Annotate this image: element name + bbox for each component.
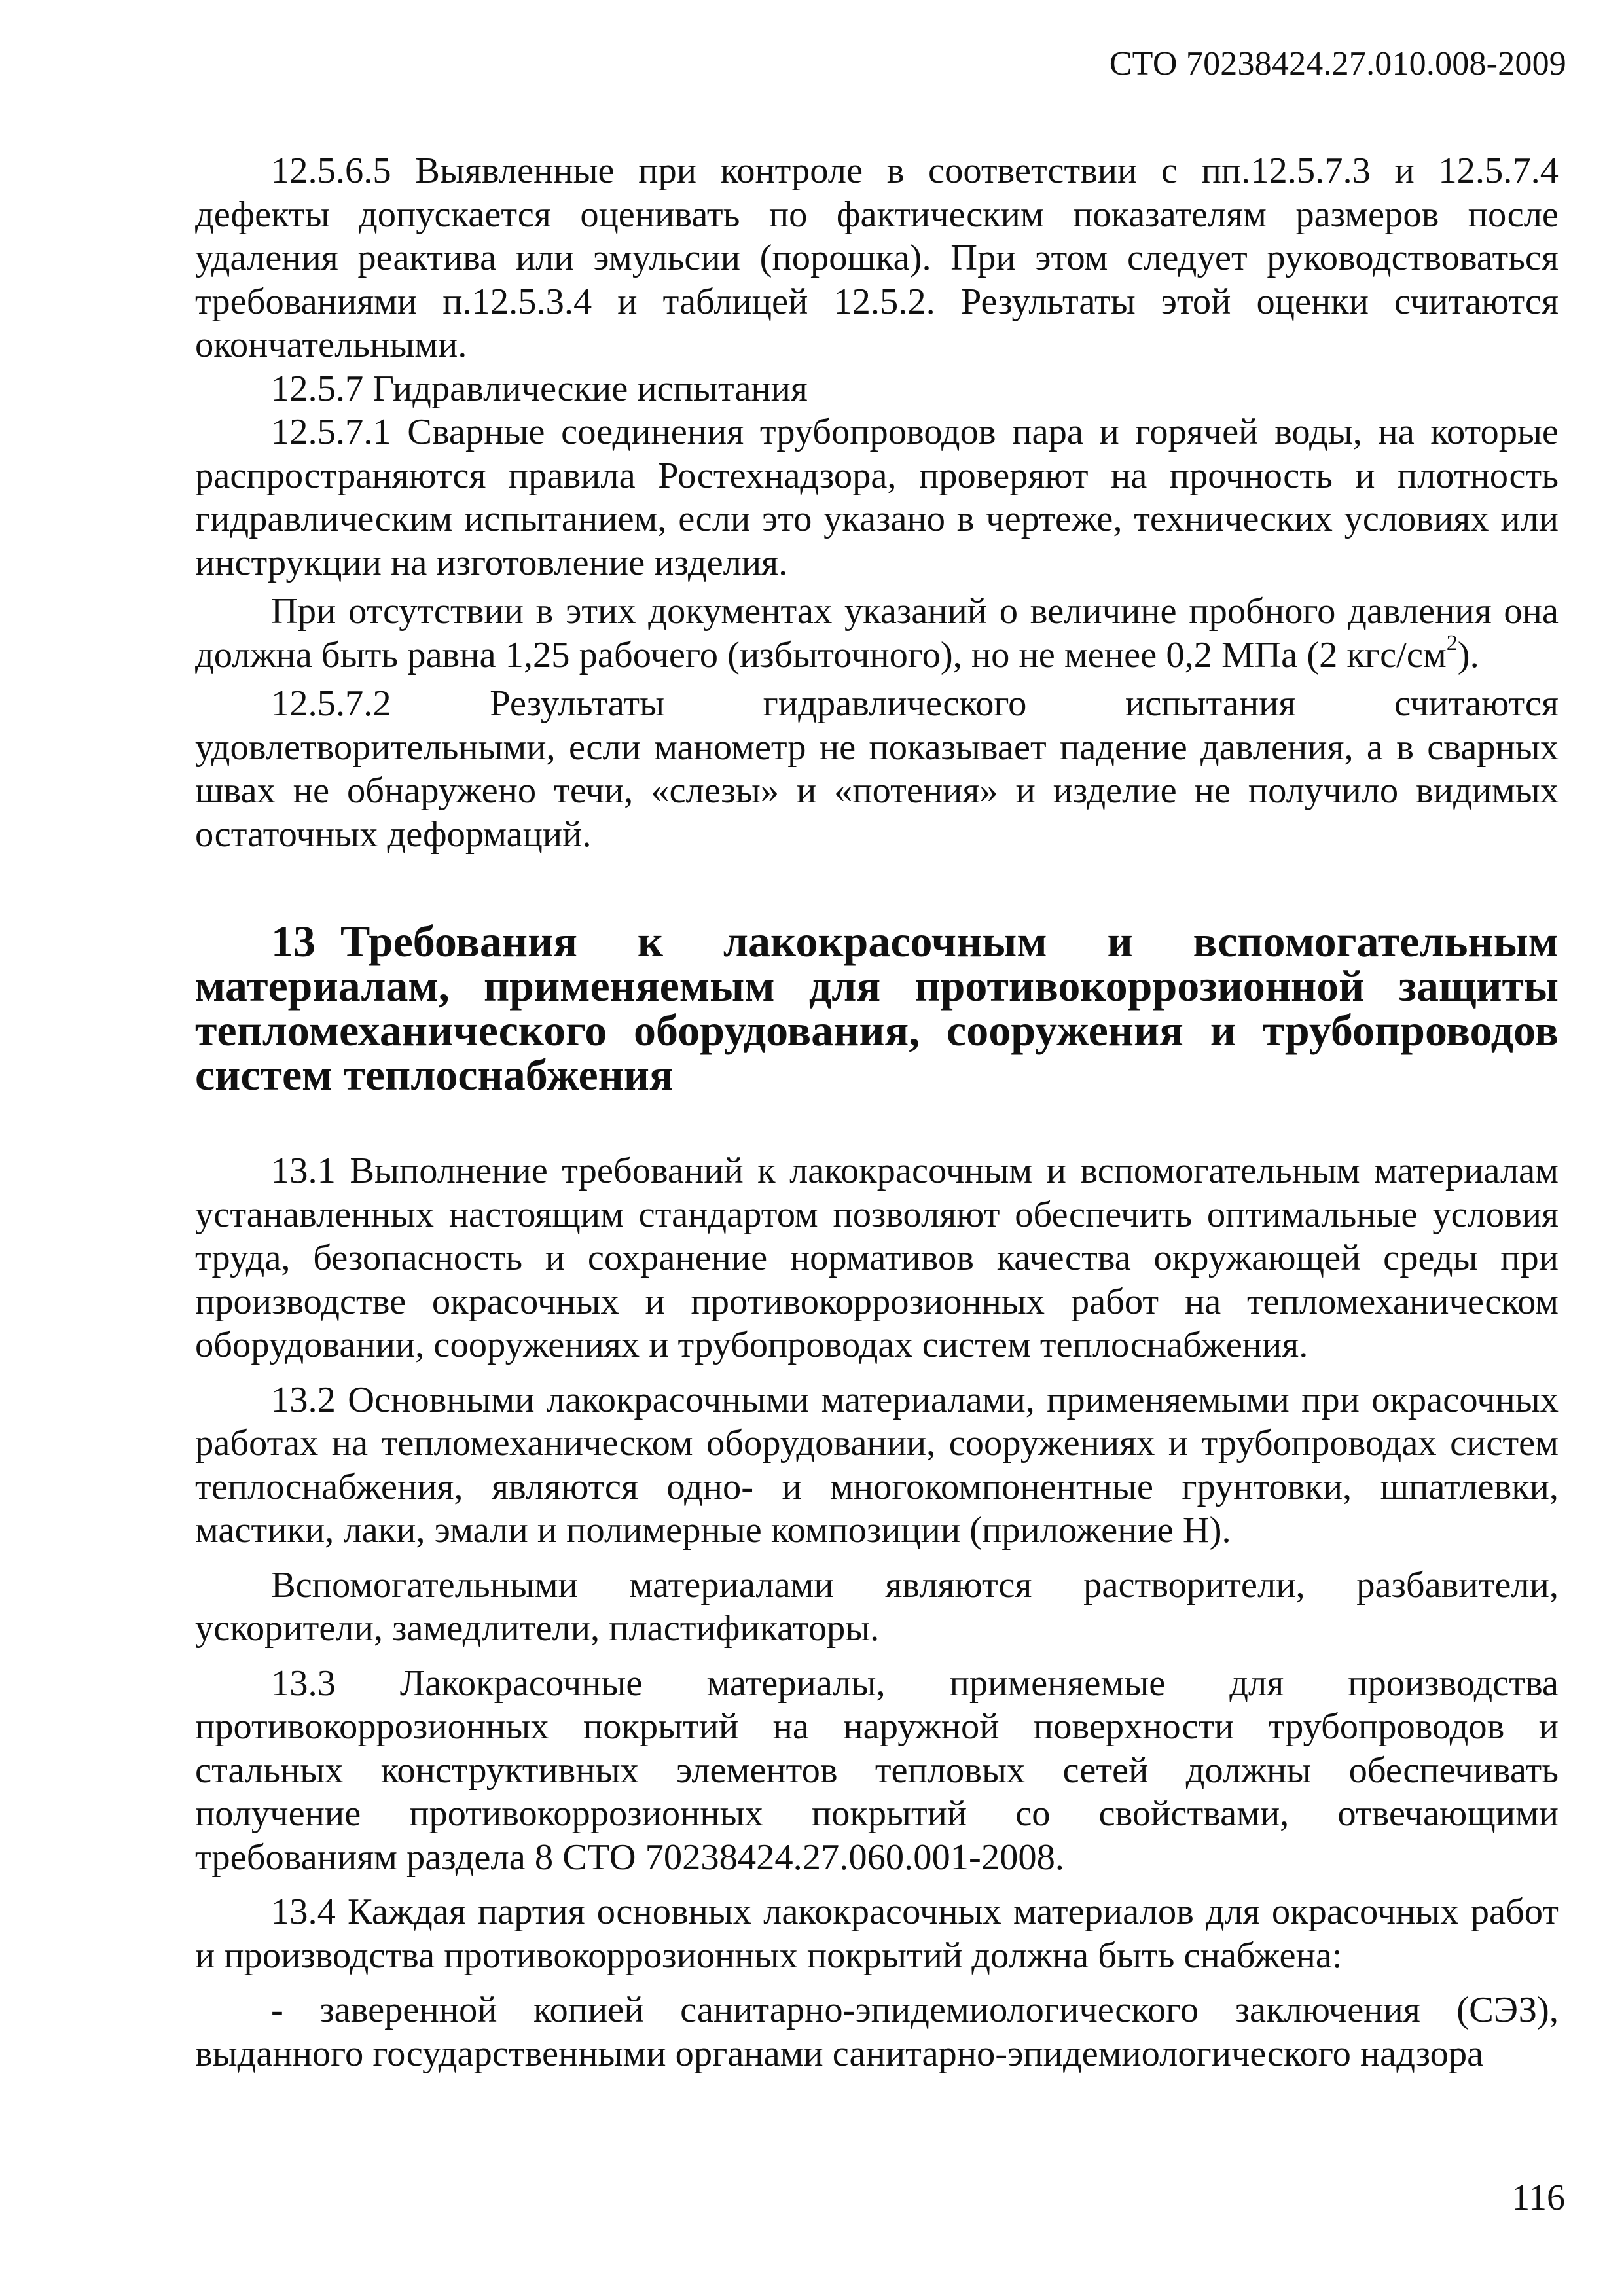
superscript: 2 — [1446, 630, 1458, 655]
pressure-text: При отсутствии в этих документах указаний о величине пробного давления она должна быть равна 1,25 рабочего (избыточного), но не менее 0,2 МПа (2 кгс/см — [195, 591, 1559, 675]
document-code-header: СТО 70238424.27.010.008-2009 — [1109, 45, 1566, 82]
page-content — [195, 149, 1559, 2075]
paragraph-13-3: 13.3 Лакокрасочные материалы, применяемые для производства противокоррозионных покрытий на наружной поверхности трубопроводов и стальных конструктивных элементов тепловых сетей должны обеспечивать получение противокоррозионных покрытий со свойствами, отвечающими требованиям раздела 8 СТО 70238424.27.060.001-2008. — [195, 1662, 1559, 1878]
paragraph-12-5-6-5: 12.5.6.5 Выявленные при контроле в соответствии с пп.12.5.7.3 и 12.5.7.4 дефекты допускается оценивать по фактическим показателям размеров после удаления реактива или эмульсии (порошка). При этом следует руководствоваться требованиями п.12.5.3.4 и таблицей 12.5.2. Результаты этой оценки считаются окончательными. — [195, 151, 1559, 365]
paragraph-12-5-7-2: 12.5.7.2 Результаты гидравлического испытания считаются удовлетворительными, если манометр не показывает падение давления, а в сварных швах не обнаружено течи, «слезы» и «потения» и изделие не получило видимых остаточных деформаций. — [195, 683, 1559, 855]
section-number: 13 — [271, 916, 316, 966]
section-13-heading — [195, 916, 1559, 1100]
subsection-heading-12-5-7: 12.5.7 Гидравлические испытания — [271, 368, 808, 409]
list-item-sez-copy: - заверенной копией санитарно-эпидемиологического заключения (СЭЗ), выданного государственными органами санитарно-эпидемиологического надзора — [195, 1990, 1559, 2074]
pressure-tail: ). — [1457, 634, 1479, 675]
paragraph-13-1: 13.1 Выполнение требований к лакокрасочным и вспомогательным материалам устанавленных настоящим стандартом позволяют обеспечить оптимальные условия труда, безопасность и сохранение нормативов качества окружающей среды при производстве окрасочных и противокоррозионных работ на тепломеханическом оборудовании, сооружениях и трубопроводах систем теплоснабжения. — [195, 1151, 1559, 1365]
paragraph-13-4: 13.4 Каждая партия основных лакокрасочных материалов для окрасочных работ и производства противокоррозионных покрытий должна быть снабжена: — [195, 1892, 1559, 1976]
paragraph-auxiliary-materials: Вспомогательными материалами являются растворители, разбавители, ускорители, замедлители, пластификаторы. — [195, 1564, 1559, 1649]
paragraph-13-2: 13.2 Основными лакокрасочными материалами, применяемыми при окрасочных работах на тепломеханическом оборудовании, сооружениях и трубопроводах систем теплоснабжения, являются одно- и многокомпонентные грунтовки, шпатлевки, мастики, лаки, эмали и полимерные композиции (приложение Н). — [195, 1379, 1559, 1551]
paragraph-12-5-7-1: 12.5.7.1 Сварные соединения трубопроводов пара и горячей воды, на которые распространяются правила Ростехнадзора, проверяют на прочность и плотность гидравлическим испытанием, если это указано в чертеже, технических условиях или инструкции на изготовление изделия. — [195, 412, 1559, 583]
paragraph-test-pressure — [195, 590, 1559, 677]
section-title: Требования к лакокрасочным и вспомогательным материалам, применяемым для противокоррозионной защиты тепломеханического оборудования, сооружения и трубопроводов систем теплоснабжения — [195, 916, 1559, 1100]
page-number: 116 — [1511, 2178, 1565, 2218]
